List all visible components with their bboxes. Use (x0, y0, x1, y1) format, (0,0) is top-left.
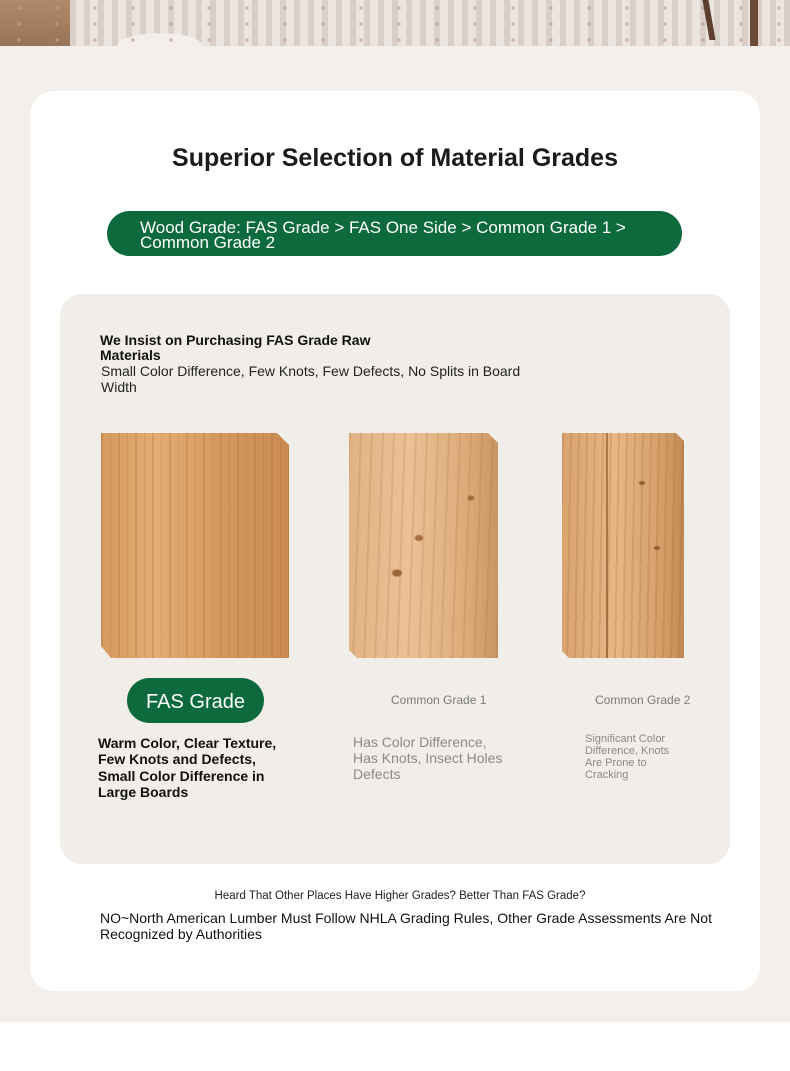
fas-grade-badge: FAS Grade (127, 678, 264, 723)
page-title: Superior Selection of Material Grades (172, 144, 618, 172)
rug-pattern (0, 0, 790, 46)
common-grade-2-label: Common Grade 2 (595, 693, 691, 707)
common-grade-1-description: Has Color Difference, Has Knots, Insect Holes Defects (353, 734, 503, 782)
insist-heading: We Insist on Purchasing FAS Grade Raw Materials (100, 332, 371, 363)
common-grade-1-board-image (349, 433, 498, 658)
footer-question: Heard That Other Places Have Higher Grades? Better Than FAS Grade? (214, 890, 586, 902)
fas-grade-description: Warm Color, Clear Texture, Few Knots and Defects, Small Color Difference in Large Boards (98, 735, 277, 801)
furniture-leg (750, 0, 758, 46)
common-grade-1-label: Common Grade 1 (391, 693, 487, 707)
header-photo (0, 0, 790, 46)
footer-answer: NO~North American Lumber Must Follow NHLA Grading Rules, Other Grade Assessments Are Not Recognized by Authorities (100, 910, 712, 942)
common-grade-2-description: Significant Color Difference, Knots Are Prone to Cracking (585, 733, 670, 781)
common-grade-2-board-image (562, 433, 684, 658)
insist-subheading: Small Color Difference, Few Knots, Few Defects, No Splits in Board Width (101, 363, 521, 395)
fas-board-image (101, 433, 289, 658)
grade-order-banner: Wood Grade: FAS Grade > FAS One Side > Common Grade 1 > Common Grade 2 (107, 211, 682, 256)
